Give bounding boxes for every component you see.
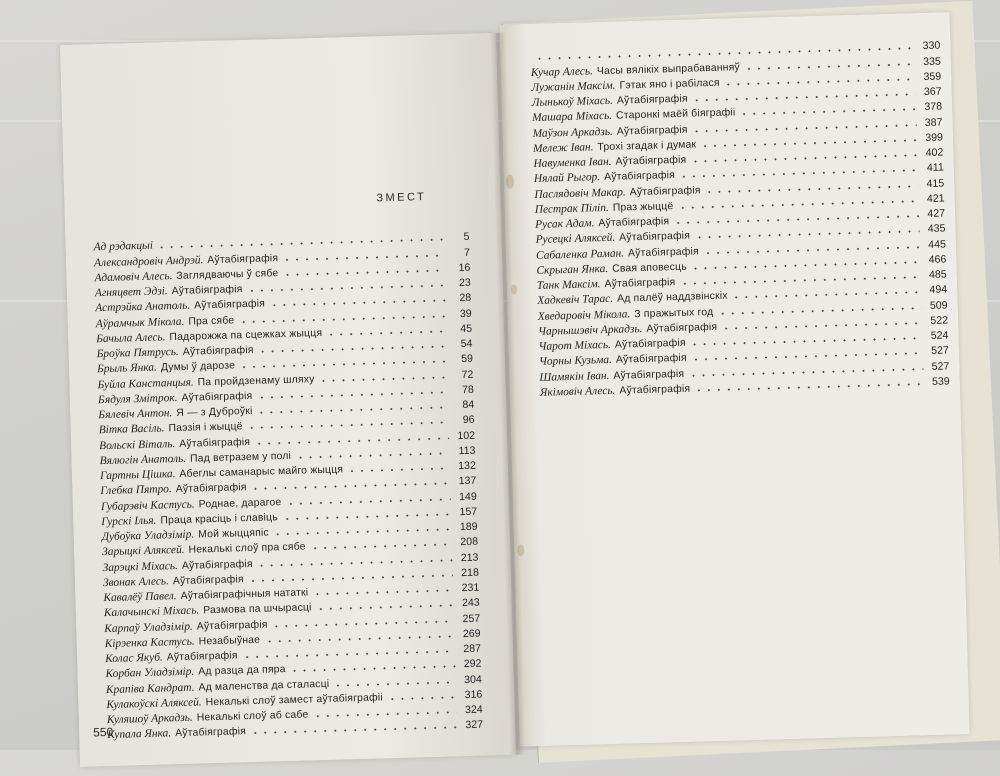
entry-page-number: 327	[465, 718, 484, 732]
entry-title: Аўтабіяграфічныя нататкі	[180, 587, 309, 602]
entry-title: Незабыўнае	[198, 634, 261, 648]
entry-author: Буйла Канстанцыя.	[97, 376, 194, 391]
entry-title: Аўтабіяграфія	[196, 619, 268, 633]
entry-author: Хведаровіч Мікола.	[537, 307, 631, 323]
entry-page-number: 494	[929, 283, 948, 297]
entry-title: Аўтабіяграфія	[613, 368, 685, 382]
entry-page-number: 485	[928, 268, 947, 281]
entry-title: Аўтабіяграфія	[604, 277, 676, 291]
entry-title: Аўтабіяграфія	[207, 252, 279, 266]
entry-title: З пражытых год	[634, 306, 714, 320]
entry-author: Чарнышэвіч Аркадзь.	[538, 322, 643, 338]
entry-title: Паэзія і жыццё	[168, 421, 243, 435]
entry-page-number: 330	[922, 39, 941, 53]
entry-author: Бялевіч Антон.	[98, 407, 173, 422]
entry-title: Некалькі слоў аб сабе	[196, 709, 309, 724]
entry-page-number: 335	[922, 55, 941, 68]
entry-author: Вольскі Віталь.	[99, 437, 176, 452]
entry-author: Нялай Рыгор.	[533, 171, 601, 186]
entry-page-number: 402	[925, 146, 944, 159]
entry-page-number: 7	[463, 246, 471, 259]
entry-page-number: 23	[458, 276, 471, 290]
entry-page-number: 137	[458, 474, 477, 488]
entry-author: Чарот Міхась.	[538, 338, 612, 353]
entry-author: Кучар Алесь.	[530, 64, 594, 79]
entry-page-number: 359	[923, 70, 942, 83]
entry-title: Ад палёў наддзвінскіх	[616, 290, 728, 305]
entry-author: Мележ Іван.	[532, 141, 594, 155]
entry-author: Броўка Пятрусь.	[96, 345, 179, 361]
dot-leader	[694, 383, 924, 391]
entry-page-number: 304	[464, 673, 483, 686]
entry-title: Я — з Дуброўкі	[176, 405, 253, 420]
entry-title: Аўтабіяграфія	[171, 284, 243, 298]
entry-author: Агняцвет Эдзі.	[94, 285, 168, 300]
entry-title: Роднае, дарагое	[198, 496, 282, 510]
dot-leader	[387, 696, 457, 700]
entry-page-number: 78	[461, 383, 474, 396]
entry-title: Аўтабіяграфія	[175, 482, 247, 496]
entry-page-number: 16	[458, 261, 471, 274]
entry-title: Аўтабіяграфія	[614, 337, 686, 351]
entry-author: Танк Максім.	[536, 278, 601, 292]
entry-author: Астрэйка Анатоль.	[95, 299, 191, 315]
dot-leader	[250, 727, 457, 735]
entry-title: Аўтабіяграфія	[615, 353, 687, 366]
entry-author: Дубоўка Уладзімір.	[101, 528, 195, 544]
entry-page-number: 218	[461, 566, 480, 579]
entry-page-number: 113	[458, 444, 476, 457]
entry-title: Пра сябе	[188, 314, 235, 328]
entry-author: Скрыган Янка.	[536, 262, 609, 277]
entry-title: Аўтабіяграфія	[175, 726, 247, 740]
entry-title: Аўтабіяграфія	[181, 558, 253, 572]
entry-title: Некалькі слоў пра сябе	[188, 541, 306, 556]
entry-page-number: 208	[460, 535, 479, 549]
entry-title: Заглядваючы ў сябе	[176, 267, 279, 282]
entry-page-number: 522	[930, 314, 949, 327]
entry-page-number: 157	[459, 505, 478, 518]
entry-title: Абеглы саманарыс майго жыцця	[179, 464, 344, 480]
entry-author: Брыль Янка.	[96, 361, 158, 376]
entry-page-number: 466	[928, 253, 947, 266]
entry-author: Колас Якуб.	[104, 651, 163, 666]
entry-title: Размова па шчырасці	[203, 602, 312, 617]
entry-page-number: 45	[460, 322, 473, 335]
entry-page-number: 269	[462, 627, 481, 640]
entry-page-number: 527	[931, 344, 950, 358]
entry-page-number: 527	[931, 359, 950, 373]
entry-page-number: 102	[457, 429, 476, 442]
entry-page-number: 509	[929, 298, 948, 312]
entry-page-number: 411	[926, 161, 944, 175]
entry-page-number: 28	[459, 291, 472, 305]
entry-title: Мой жыццяпіс	[198, 527, 270, 541]
entry-author: Александровіч Андрэй.	[93, 253, 204, 269]
entry-author: Калачынскі Міхась.	[103, 604, 200, 620]
entry-page-number: 367	[923, 85, 942, 99]
entry-page-number: 257	[462, 612, 481, 625]
entry-page-number: 84	[462, 398, 475, 412]
entry-page-number: 132	[458, 459, 477, 473]
entry-title: Гэтак яно і рабілася	[619, 77, 720, 92]
entry-page-number: 5	[463, 231, 470, 244]
entry-page-number: 96	[462, 413, 475, 427]
entry-page-number: 72	[461, 368, 474, 381]
entry-page-number: 287	[463, 642, 482, 656]
open-book	[60, 19, 1000, 775]
entry-author: Чорны Кузьма.	[538, 354, 613, 369]
entry-title: Старонкі маёй біяграфіі	[615, 107, 736, 122]
contents-list-right	[530, 37, 950, 399]
entry-title: Аўтабіяграфія	[179, 436, 251, 450]
contents-heading: ЗМЕСТ	[376, 190, 427, 205]
entry-author: Зарэцкі Міхась.	[102, 559, 179, 574]
entry-author: Аўрамчык Мікола.	[95, 315, 185, 330]
entry-title: Думы ў дарозе	[160, 360, 236, 374]
entry-author: Карпаў Уладзімір.	[104, 620, 193, 635]
entry-title: Аўтабіяграфія	[598, 216, 670, 230]
entry-title: Аўтабіяграфія	[619, 383, 691, 397]
entry-page-number: 59	[460, 352, 474, 366]
entry-author: Корбан Уладзімір.	[105, 665, 195, 681]
entry-title: Аўтабіяграфія	[166, 650, 238, 664]
entry-author: Сабаленка Раман.	[535, 246, 625, 262]
entry-page-number: 415	[926, 176, 945, 190]
entry-title: Падарожжа па сцежках жыцця	[169, 327, 323, 343]
entry-author: Навуменка Іван.	[533, 155, 612, 170]
entry-page-number: 445	[928, 237, 947, 251]
entry-author: Крапіва Кандрат.	[105, 681, 195, 696]
entry-page-number: 292	[463, 657, 482, 671]
entry-title: Аўтабіяграфія	[646, 321, 718, 335]
entry-author: Губарэвіч Кастусь.	[100, 498, 195, 513]
entry-author: Кулакоўскі Аляксей.	[106, 696, 202, 711]
right-page	[500, 12, 970, 746]
left-page	[60, 33, 516, 767]
entry-title: Ад маленства да сталасці	[198, 678, 330, 694]
entry-page-number: 427	[927, 207, 946, 220]
entry-author: Лужанін Максім.	[531, 79, 616, 94]
entry-title: Аўтабіяграфія	[172, 573, 244, 587]
entry-author: Бядуля Змітрок.	[97, 391, 178, 406]
entry-author: Кавалёў Павел.	[103, 590, 177, 605]
entry-title: Аўтабіяграфія	[181, 390, 253, 404]
entry-page-number: 213	[460, 551, 479, 564]
entry-title: Аўтабіяграфія	[619, 230, 691, 244]
entry-title: Аўтабіяграфія	[194, 298, 266, 312]
entry-author: Пестрак Піліп.	[534, 201, 609, 216]
entry-author: Русецкі Аляксей.	[535, 231, 616, 247]
entry-title: Аўтабіяграфія	[616, 124, 688, 138]
entry-title: Аўтабіяграфія	[615, 154, 687, 168]
entry-author: Гурскі Ілья.	[101, 514, 157, 528]
entry-title: Некалькі слоў замест аўтабіяграфіі	[205, 692, 383, 709]
page-number: 550	[92, 724, 114, 740]
entry-page-number: 421	[926, 192, 945, 205]
entry-author: Ад рэдакцыі	[93, 239, 154, 254]
entry-title: Аўтабіяграфія	[616, 93, 688, 107]
entry-author: Звонак Алесь.	[102, 575, 170, 589]
entry-page-number: 378	[924, 100, 943, 114]
entry-title: Аўтабіяграфія	[627, 245, 700, 259]
entry-title: Праца красіць і славіць	[160, 511, 279, 527]
entry-author: Маўзон Аркадзь.	[532, 125, 613, 140]
entry-author: Куляшоў Аркадзь.	[106, 711, 193, 727]
entry-page-number: 149	[458, 490, 477, 503]
entry-page-number: 189	[459, 520, 478, 534]
entry-title: Часы вялікіх выпрабаванняў	[596, 61, 740, 77]
entry-title: Па пройдзенаму шляху	[197, 373, 315, 388]
entry-author: Зарыцкі Аляксей.	[102, 544, 185, 559]
entry-author: Купала Янка.	[107, 727, 172, 742]
entry-author: Вялюгін Анатоль.	[99, 452, 187, 467]
entry-page-number: 435	[927, 222, 946, 236]
entry-page-number: 316	[464, 688, 483, 701]
entry-title: Трохі згадак і думак	[597, 139, 697, 153]
entry-author: Кірэенка Кастусь.	[104, 635, 195, 650]
entry-page-number: 539	[931, 375, 950, 388]
entry-author: Машара Міхась.	[532, 109, 613, 125]
dot-leader	[347, 467, 450, 472]
entry-title: Свая аповесць	[612, 261, 688, 275]
entry-title: Ад разца да пяра	[198, 664, 286, 678]
entry-author: Адамовіч Алесь.	[94, 269, 173, 285]
entry-author: Вітка Васіль.	[98, 422, 165, 437]
entry-author: Глебка Пятро.	[100, 483, 172, 498]
entry-title: Аўтабіяграфія	[629, 184, 701, 198]
entry-title: Пад ветразем у полі	[189, 450, 292, 465]
entry-author: Гартны Цішка.	[99, 468, 176, 483]
entry-author: Якімовіч Алесь.	[539, 384, 616, 399]
entry-author: Шамякін Іван.	[539, 369, 610, 384]
entry-page-number: 524	[930, 329, 949, 342]
contents-list-left	[93, 228, 483, 742]
entry-page-number: 243	[461, 596, 480, 610]
entry-page-number: 39	[459, 307, 472, 320]
entry-author: Бачыла Алесь.	[96, 331, 166, 345]
entry-page-number: 54	[460, 337, 473, 351]
entry-title: Праз жыццё	[612, 200, 674, 214]
entry-author: Лынькоў Міхась.	[531, 94, 614, 109]
entry-author: Паслядовіч Макар.	[534, 185, 626, 201]
entry-page-number: 231	[461, 581, 480, 595]
entry-title: Аўтабіяграфія	[182, 344, 254, 358]
entry-page-number: 399	[925, 131, 944, 144]
entry-author: Хадкевіч Тарас.	[537, 293, 614, 308]
entry-title: Аўтабіяграфія	[603, 170, 676, 184]
entry-page-number: 324	[464, 703, 483, 717]
entry-page-number: 387	[924, 116, 943, 129]
entry-author: Русак Адам.	[535, 217, 595, 231]
